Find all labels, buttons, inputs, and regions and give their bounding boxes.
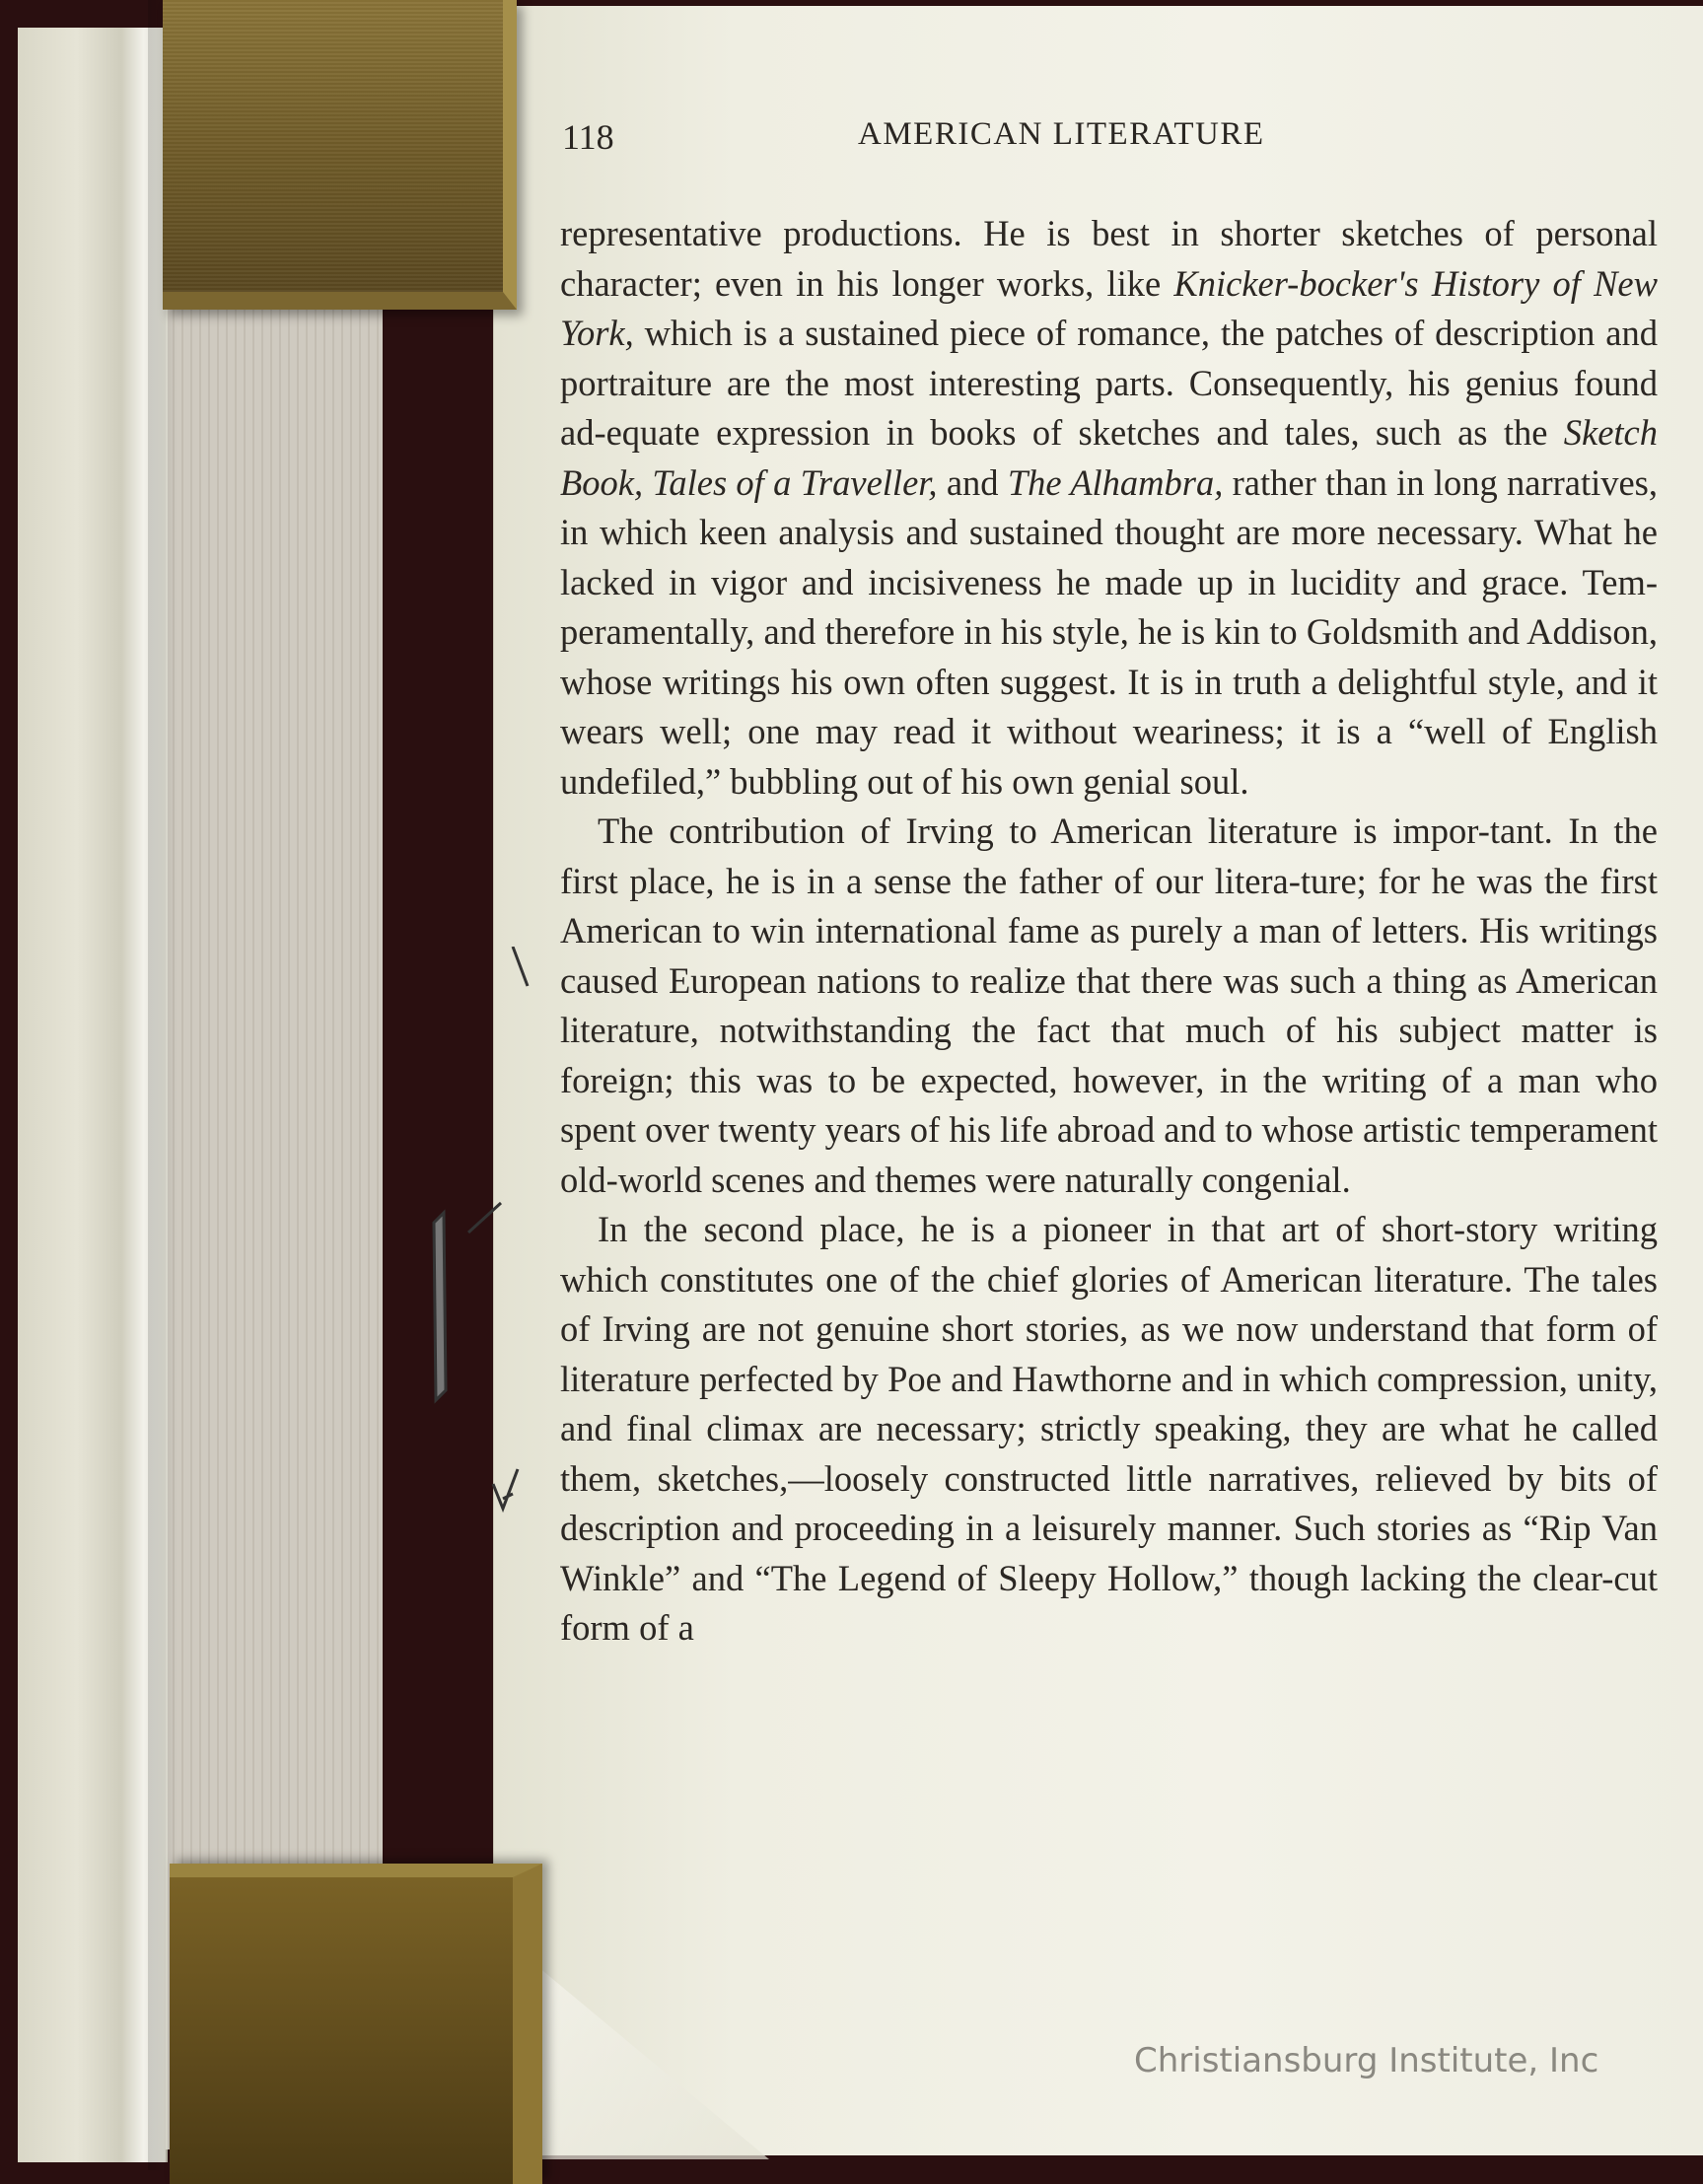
text-run: and [937,461,1008,503]
running-head: AMERICAN LITERATURE [858,116,1265,152]
watermark: Christiansburg Institute, Inc [1134,2041,1599,2080]
gutter-shadow [148,0,177,2170]
text-run: rather than in long narratives, in which keen analysis and sustained thought are more necessary. What he lacked in vigor and incisiveness he made up in lucidity and grace. Tem-peramentally, and therefore in his style, he is kin to Goldsmith and Addison, whose writings his own often suggest. It is in truth a delightful style, and it wears well; one may read it without weariness; it is a “well of English undefiled,” bubbling out of his own genial soul. [560,461,1659,802]
italic-title: Sketch Book, Tales of a Traveller, [560,412,1658,503]
text-run: In the second place, he is a pioneer in that art of short-story writing which constitutes one of the chief glories of American literature. The tales of Irving are not genuine short stories, as we now understand that form of literature perfected by Poe and Hawthorne and in which compression, unity, and final climax are necessary; strictly speaking, they are what he called them, sketches,—loosely constructed little narratives, relieved by bits of description and proceeding in a leisurely manner. Such stories as “Rip Van Winkle” and “The Legend of Sleepy Hollow,” though lacking the clear-cut form of a [560,1209,1658,1648]
pencil-bar-mark [434,1213,446,1400]
text-run: which is a sustained piece of romance, the patches of description and portraiture are the most interesting parts. Consequently, his genius found ad-equate expression in books of sketches and tales, such as the [560,313,1658,453]
pencil-slash-mark [468,1203,501,1233]
text-run: representative productions. He is best in shorter sketches of personal character; even in his longer works, like [560,213,1658,304]
paragraph [560,209,1658,807]
text-run: The contribution of Irving to American literature is impor-tant. In the first place, he is in a sense the father of our litera-ture; for he was the first American to win international fame as purely a man of letters. His writings caused European nations to realize that there was such a thing as American literature, notwithstanding the fact that much of his subject matter is foreign; this was to be expected, however, in the writing of a man who spent over twenty years of his life abroad and to whose artistic temperament old-world scenes and themes were naturally congenial. [560,810,1658,1200]
italic-title: Knicker-bocker's History of New York, [560,262,1658,353]
paragraph [560,807,1658,1205]
paragraph [560,1205,1658,1654]
left-page-stack [18,28,168,2162]
pencil-stroke-mark [513,947,528,986]
top-book-clip [163,0,517,310]
pencil-annotations [375,947,532,1578]
body-text [560,209,1658,1654]
page-number: 118 [562,117,614,157]
italic-title: The Alhambra, [1007,461,1224,503]
page-header [562,116,1657,162]
pencil-check-mark [493,1469,518,1509]
bottom-book-clip [170,1864,542,2184]
